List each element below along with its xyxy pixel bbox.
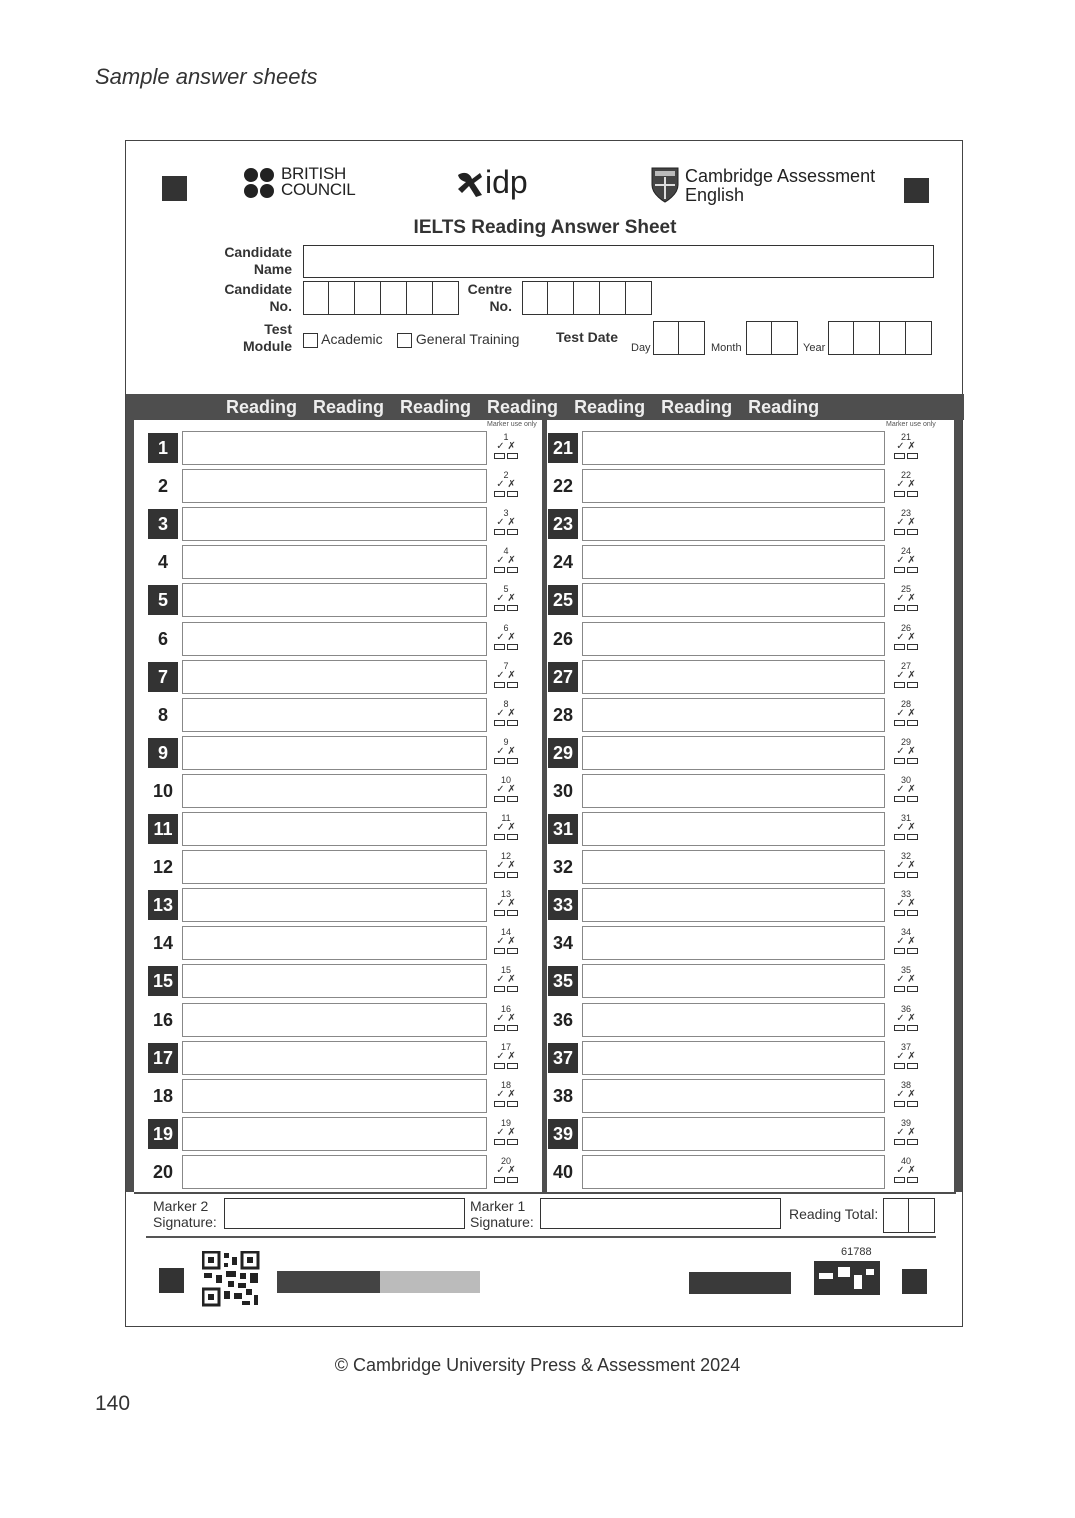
centre-no-label: Centre No. [467,281,512,314]
question-number: 1 [148,433,178,463]
answer-field[interactable] [182,736,487,770]
answer-row [548,964,948,998]
answer-field[interactable] [582,888,885,922]
answer-field[interactable] [182,1117,487,1151]
answer-field[interactable] [582,660,885,694]
copyright-notice: © Cambridge University Press & Assessment 2024 [334,1355,741,1375]
answer-row [148,545,548,579]
grid-border [954,420,962,1192]
answer-row [548,1041,948,1075]
question-number: 32 [552,857,574,877]
answer-row [148,774,548,808]
question-number: 30 [552,781,574,801]
year-field[interactable] [828,321,932,355]
question-number: 4 [157,552,168,572]
answer-field[interactable] [182,812,487,846]
answer-field[interactable] [182,850,487,884]
sheet-code: 61788 [841,1246,872,1258]
marker-tick-cross-box[interactable]: 36 ✓ ✗ [889,1004,923,1038]
answer-field[interactable] [182,888,487,922]
answer-row [148,431,548,465]
marker-tick-cross-box[interactable]: 38 ✓ ✗ [889,1080,923,1114]
registration-mark [159,1268,184,1293]
marker-tick-cross-box[interactable]: 26 ✓ ✗ [889,623,923,657]
marker-tick-cross-box[interactable]: 23 ✓ ✗ [889,508,923,542]
answer-field[interactable] [582,1079,885,1113]
question-number: 3 [148,509,178,539]
candidate-no-label: Candidate No. [224,281,292,314]
marker-tick-cross-box[interactable]: 31 ✓ ✗ [889,813,923,847]
answer-row [148,888,548,922]
answer-row [148,850,548,884]
marker-tick-cross-box[interactable]: 7 ✓ ✗ [489,661,523,695]
idp-logo: idp [485,164,528,200]
grid-border [126,420,134,1192]
answer-row [148,812,548,846]
answer-row [148,660,548,694]
answer-row [148,1079,548,1113]
marker-tick-cross-box[interactable]: 11 ✓ ✗ [489,813,523,847]
answer-field[interactable] [182,1041,487,1075]
sheet-title: IELTS Reading Answer Sheet [413,217,677,238]
marker-tick-cross-box[interactable]: 30 ✓ ✗ [889,775,923,809]
marker-tick-cross-box[interactable]: 39 ✓ ✗ [889,1118,923,1152]
answer-row [548,1117,948,1151]
centre-no-field[interactable] [522,281,652,315]
qr-code-icon [202,1251,262,1312]
marker1-label: Marker 1 Signature: [470,1198,534,1230]
british-council-logo: BRITISH COUNCIL [281,164,356,199]
question-number: 6 [157,629,168,649]
marker-tick-cross-box[interactable]: 1 ✓ ✗ [489,432,523,466]
marker-tick-cross-box[interactable]: 21 ✓ ✗ [889,432,923,466]
marker1-signature-field[interactable] [540,1198,781,1229]
answer-row [148,964,548,998]
marker-tick-cross-box[interactable]: 40 ✓ ✗ [889,1156,923,1190]
answer-field[interactable] [582,1041,885,1075]
candidate-no-field[interactable] [303,281,459,315]
answer-row [148,1003,548,1037]
question-number: 39 [548,1119,578,1149]
answer-field[interactable] [182,926,487,960]
marker-use-only-label: Marker use only [886,421,936,428]
marker-tick-cross-box[interactable]: 20 ✓ ✗ [489,1156,523,1190]
marker-tick-cross-box[interactable]: 33 ✓ ✗ [889,889,923,923]
answer-field[interactable] [582,812,885,846]
question-number: 36 [552,1010,574,1030]
answer-row [148,1041,548,1075]
module-general-training-option[interactable]: General Training [397,331,519,348]
answer-row [548,1155,948,1189]
question-number: 11 [148,814,178,844]
candidate-name-field[interactable] [303,245,934,278]
question-number: 14 [152,933,174,953]
answer-field[interactable] [182,469,487,503]
question-number: 15 [148,966,178,996]
marker-tick-cross-box[interactable]: 37 ✓ ✗ [889,1042,923,1076]
answer-field[interactable] [182,507,487,541]
question-number: 35 [548,966,578,996]
answer-row [148,926,548,960]
general-training-checkbox[interactable] [397,333,412,348]
cambridge-shield-icon [651,167,679,203]
marker-tick-cross-box[interactable]: 28 ✓ ✗ [889,699,923,733]
footer-rule [146,1236,936,1238]
marker-tick-cross-box[interactable]: 6 ✓ ✗ [489,623,523,657]
question-number: 18 [152,1086,174,1106]
answer-field[interactable] [582,964,885,998]
question-number: 38 [552,1086,574,1106]
marker-tick-cross-box[interactable]: 22 ✓ ✗ [889,470,923,504]
reading-total-field[interactable] [883,1198,935,1233]
question-number: 22 [552,476,574,496]
answer-row [548,736,948,770]
marker-tick-cross-box[interactable]: 18 ✓ ✗ [489,1080,523,1114]
answer-field[interactable] [582,507,885,541]
marker-tick-cross-box[interactable]: 24 ✓ ✗ [889,546,923,580]
marker-use-only-label: Marker use only [487,421,537,428]
question-number: 28 [552,705,574,725]
registration-mark [904,178,929,203]
answer-row [148,698,548,732]
print-bar [277,1271,380,1293]
candidate-name-label: Candidate Name [224,244,292,277]
day-field[interactable] [653,321,705,355]
answer-row [548,545,948,579]
answer-row [548,812,948,846]
question-number: 7 [148,662,178,692]
answer-row [148,583,548,617]
answer-row [548,660,948,694]
marker-tick-cross-box[interactable]: 34 ✓ ✗ [889,927,923,961]
answer-field[interactable] [582,1003,885,1037]
answer-field[interactable] [582,926,885,960]
answer-row [548,1079,948,1113]
answer-field[interactable] [582,1155,885,1189]
question-number: 31 [548,814,578,844]
answer-field[interactable] [182,1079,487,1113]
idp-logo-icon [456,169,484,206]
answer-field[interactable] [582,431,885,465]
marker-tick-cross-box[interactable]: 17 ✓ ✗ [489,1042,523,1076]
marker2-signature-field[interactable] [224,1198,465,1229]
answer-field[interactable] [582,469,885,503]
answer-field[interactable] [582,545,885,579]
marker-tick-cross-box[interactable]: 35 ✓ ✗ [889,965,923,999]
timing-mark-icon [814,1261,880,1300]
question-number: 20 [152,1162,174,1182]
answer-row [548,583,948,617]
question-number: 23 [548,509,578,539]
marker-tick-cross-box[interactable]: 5 ✓ ✗ [489,584,523,618]
question-number: 16 [152,1010,174,1030]
question-number: 29 [548,738,578,768]
question-number: 24 [552,552,574,572]
marker-tick-cross-box[interactable]: 8 ✓ ✗ [489,699,523,733]
question-number: 9 [148,738,178,768]
question-number: 37 [548,1043,578,1073]
month-field[interactable] [746,321,798,355]
answer-row [548,926,948,960]
answer-row [548,1003,948,1037]
question-number: 2 [157,476,168,496]
question-number: 33 [548,890,578,920]
answer-row [148,736,548,770]
question-number: 21 [548,433,578,463]
question-number: 26 [552,629,574,649]
question-number: 19 [148,1119,178,1149]
answer-field[interactable] [582,774,885,808]
question-number: 12 [152,857,174,877]
print-bar [689,1272,791,1294]
print-bar [380,1271,480,1293]
answer-row [548,698,948,732]
answer-row [148,622,548,656]
question-number: 34 [552,933,574,953]
answer-field[interactable] [582,1117,885,1151]
module-academic-option[interactable]: Academic [303,331,383,348]
answer-field[interactable] [582,622,885,656]
marker-tick-cross-box[interactable]: 9 ✓ ✗ [489,737,523,771]
answer-field[interactable] [582,850,885,884]
registration-mark [162,176,187,201]
test-module-label: Test Module [243,321,292,354]
answer-field[interactable] [582,698,885,732]
british-council-logo-icon [244,168,276,200]
cambridge-assessment-logo: Cambridge Assessment English [685,166,876,205]
marker-tick-cross-box[interactable]: 2 ✓ ✗ [489,470,523,504]
answer-row [148,1117,548,1151]
day-label: Day [631,342,651,354]
answer-field[interactable] [182,1155,487,1189]
answer-field[interactable] [182,583,487,617]
marker-tick-cross-box[interactable]: 15 ✓ ✗ [489,965,523,999]
answer-field[interactable] [182,964,487,998]
answer-field[interactable] [182,774,487,808]
marker-tick-cross-box[interactable]: 10 ✓ ✗ [489,775,523,809]
answer-row [548,469,948,503]
question-number: 10 [152,781,174,801]
year-label: Year [803,342,826,354]
question-number: 25 [548,585,578,615]
answer-field[interactable] [182,1003,487,1037]
reading-band-labels: Reading Reading Reading Reading Reading Reading Reading [226,397,820,417]
answer-field[interactable] [182,698,487,732]
answer-field[interactable] [182,622,487,656]
marker-tick-cross-box[interactable]: 27 ✓ ✗ [889,661,923,695]
reading-total-label: Reading Total: [789,1206,879,1222]
marker-tick-cross-box[interactable]: 16 ✓ ✗ [489,1004,523,1038]
answer-row [548,507,948,541]
question-number: 17 [148,1043,178,1073]
answer-field[interactable] [582,736,885,770]
running-head: Sample answer sheets [95,64,318,89]
marker-tick-cross-box[interactable]: 3 ✓ ✗ [489,508,523,542]
answer-row [148,507,548,541]
marker-tick-cross-box[interactable]: 14 ✓ ✗ [489,927,523,961]
answer-row [548,431,948,465]
answer-row [548,774,948,808]
grid-bottom-border [134,1192,956,1194]
marker-tick-cross-box[interactable]: 12 ✓ ✗ [489,851,523,885]
marker-tick-cross-box[interactable]: 13 ✓ ✗ [489,889,523,923]
marker-tick-cross-box[interactable]: 25 ✓ ✗ [889,584,923,618]
marker-tick-cross-box[interactable]: 4 ✓ ✗ [489,546,523,580]
question-number: 13 [148,890,178,920]
answer-field[interactable] [582,583,885,617]
answer-field[interactable] [182,660,487,694]
marker-tick-cross-box[interactable]: 29 ✓ ✗ [889,737,923,771]
answer-field[interactable] [182,545,487,579]
answer-row [148,1155,548,1189]
marker2-label: Marker 2 Signature: [153,1198,217,1230]
question-number: 27 [548,662,578,692]
test-date-label: Test Date [556,329,618,345]
answer-row [548,850,948,884]
answer-row [148,469,548,503]
month-label: Month [711,342,742,354]
answer-field[interactable] [182,431,487,465]
question-number: 8 [157,705,168,725]
page-number: 140 [95,1392,131,1415]
marker-tick-cross-box[interactable]: 19 ✓ ✗ [489,1118,523,1152]
answer-sheet [125,140,963,1327]
answer-row [548,888,948,922]
marker-tick-cross-box[interactable]: 32 ✓ ✗ [889,851,923,885]
registration-mark [902,1269,927,1294]
question-number: 40 [552,1162,574,1182]
question-number: 5 [148,585,178,615]
answer-row [548,622,948,656]
academic-checkbox[interactable] [303,333,318,348]
